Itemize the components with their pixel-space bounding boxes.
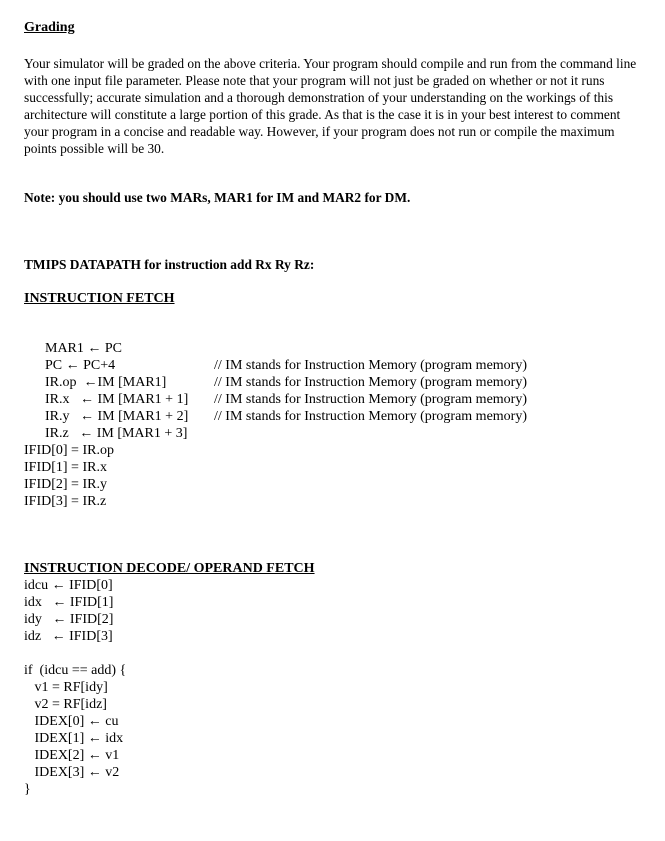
code-statement: MAR1 ← PC (45, 341, 123, 356)
code-line (24, 323, 644, 356)
fetch-heading: INSTRUCTION FETCH (24, 291, 175, 306)
if-line: IDEX[3] ← v2 (24, 765, 120, 780)
ifid-code (24, 442, 114, 510)
if-line: IDEX[2] ← v1 (24, 748, 120, 763)
fetch-code (24, 323, 644, 441)
decode-line: idz ← IFID[3] (24, 629, 113, 644)
if-line: IDEX[0] ← cu (24, 714, 119, 729)
ifid-line: IFID[1] = IR.x (24, 460, 107, 475)
grading-paragraph: Your simulator will be graded on the above criteria. Your program should compile and run from the command line with one input file parameter. Please note that your program will not just be graded on whether or not it runs successfully; accurate simulation and a thorough demonstration of your understanding on the workings of this architecture will constitute a large portion of this grade. As that is the case it is in your best interest to comment your program in a concise and readable way. However, if your program does not run or compile the maximum points possible will be 30. (24, 56, 637, 156)
if-line: IDEX[1] ← idx (24, 731, 124, 746)
if-line: v1 = RF[idy] (24, 680, 108, 695)
decode-line: idcu ← IFID[0] (24, 578, 113, 593)
datapath-title: TMIPS DATAPATH for instruction add Rx Ry Rz: (24, 257, 315, 272)
code-line (24, 357, 644, 390)
code-statement: IR.z ← IM [MAR1 + 3] (45, 426, 188, 441)
decode-line: idy ← IFID[2] (24, 612, 114, 627)
code-statement: IR.op ←IM [MAR1] (45, 375, 167, 390)
code-comment: // IM stands for Instruction Memory (program memory) (214, 409, 527, 424)
code-line (24, 374, 644, 407)
if-line: } (24, 782, 31, 797)
decode-heading-block (24, 561, 315, 577)
code-comment: // IM stands for Instruction Memory (program memory) (214, 358, 527, 373)
fetch-heading-block (24, 291, 175, 307)
code-statement: IR.y ← IM [MAR1 + 2] (45, 409, 189, 424)
decode-code (24, 577, 113, 645)
note-text: Note: you should use two MARs, MAR1 for IM and MAR2 for DM. (24, 190, 411, 205)
code-comment: // IM stands for Instruction Memory (program memory) (214, 392, 527, 407)
note-block (24, 190, 410, 206)
decode-heading: INSTRUCTION DECODE/ OPERAND FETCH (24, 561, 315, 576)
code-statement: IR.x ← IM [MAR1 + 1] (45, 392, 189, 407)
datapath-title-block (24, 257, 314, 273)
code-comment: // IM stands for Instruction Memory (program memory) (214, 375, 527, 390)
ifid-line: IFID[3] = IR.z (24, 494, 107, 509)
if-line: if (idcu == add) { (24, 663, 127, 678)
code-line (24, 408, 644, 441)
grading-paragraph-block (24, 55, 640, 157)
if-line: v2 = RF[idz] (24, 697, 107, 712)
ifid-line: IFID[0] = IR.op (24, 443, 114, 458)
if-block-code (24, 662, 126, 798)
grading-section (24, 20, 75, 36)
code-line (24, 391, 644, 424)
decode-line: idx ← IFID[1] (24, 595, 114, 610)
code-statement: PC ← PC+4 (45, 358, 116, 373)
grading-heading: Grading (24, 20, 75, 35)
ifid-line: IFID[2] = IR.y (24, 477, 107, 492)
